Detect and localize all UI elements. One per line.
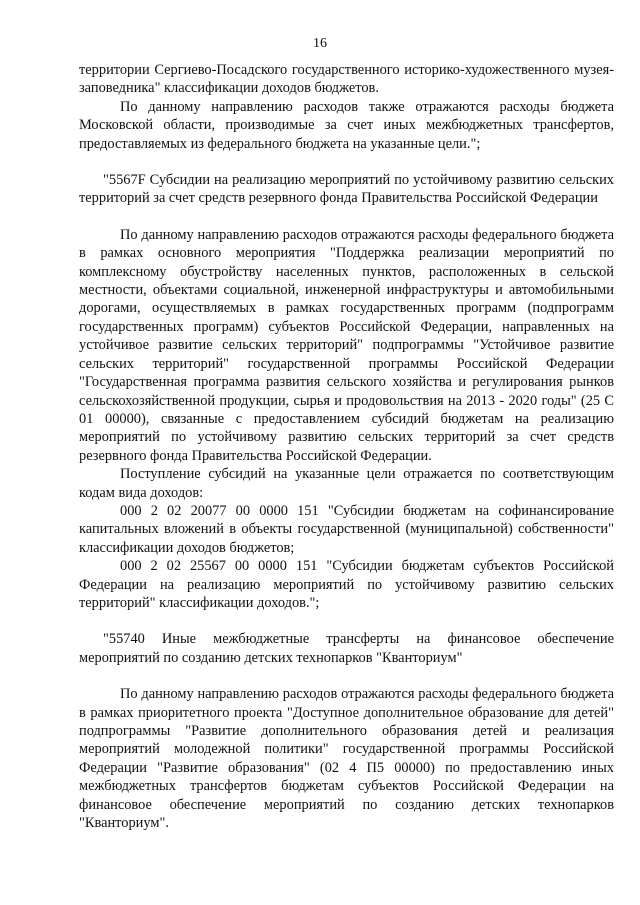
section-heading-55740: "55740 Иные межбюджетные трансферты на финансовое обеспечение мероприятий по созданию детских технопарков "Кванториум" xyxy=(79,631,614,666)
paragraph-5567F-description: По данному направлению расходов отражаются расходы федерального бюджета в рамках основного мероприятия "Поддержка реализации мероприятий по комплексному обустройству населенных пунктов, расположенных в сельской местности, объектами социальной, инженерной инфраструктуры и автомобильными дорогами, осуществляемых в рамках государственных программ (подпрограмм государственных программ) субъектов Российской Федерации, направленных на устойчивое развитие сельских территорий" подпрограммы "Устойчивое развитие сельских территорий" государственной программы Российской Федерации "Государственная программа развития сельского хозяйства и регулирования рынков сельскохозяйственной продукции, сырья и продовольствия на 2013 - 2020 годы" (25 С 01 00000), связанные с предоставлением субсидий бюджетам на реализацию мероприятий по устойчивому развитию сельских территорий за счет средств резервного фонда Правительства Российской Федерации. xyxy=(79,226,614,464)
paragraph-museum-continuation: территории Сергиево-Посадского государственного историко-художественного музея-заповедника" классификации доходов бюджетов. xyxy=(79,62,614,97)
paragraph-income-code-20077: 000 2 02 20077 00 0000 151 "Субсидии бюджетам на софинансирование капитальных вложений в объекты государственной (муниципальной) собственности" классификации доходов бюджетов; xyxy=(79,502,614,556)
paragraph-55740-description: По данному направлению расходов отражаются расходы федерального бюджета в рамках приоритетного проекта "Доступное дополнительное образование для детей" подпрограммы "Развитие дополнительного образования детей и реализация мероприятий молодежной политики" государственной программы Российской Федерации "Развитие образования" (02 4 П5 00000) по предоставлению иных межбюджетных трансфертов бюджетам субъектов Российской Федерации на финансовое обеспечение мероприятий по созданию детских технопарков "Кванториум". xyxy=(79,686,614,832)
paragraph-moscow-region: По данному направлению расходов также отражаются расходы бюджета Московской области, производимые за счет иных межбюджетных трансфертов, предоставляемых из федерального бюджета на указанные цели."; xyxy=(79,98,614,152)
document-body xyxy=(79,61,614,832)
section-heading-5567F: "5567F Субсидии на реализацию мероприятий по устойчивому развитию сельских территорий за счет средств резервного фонда Правительства Российской Федерации xyxy=(79,172,614,207)
paragraph-income-codes-intro: Поступление субсидий на указанные цели отражается по соответствующим кодам вида доходов: xyxy=(79,466,614,501)
paragraph-income-code-25567: 000 2 02 25567 00 0000 151 "Субсидии бюджетам субъектов Российской Федерации на реализацию мероприятий по устойчивому развитию сельских территорий" классификации доходов."; xyxy=(79,558,614,611)
page-number: 16 xyxy=(313,36,327,51)
